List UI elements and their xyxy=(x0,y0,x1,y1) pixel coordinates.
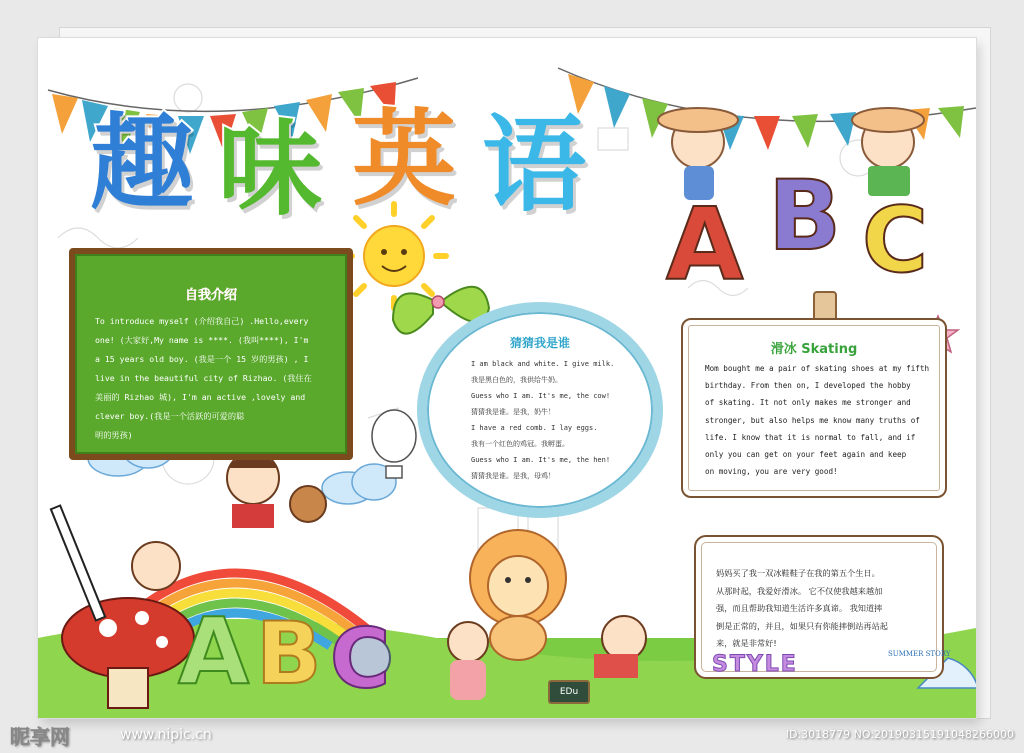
watermark-id: ID:3018779 NO:20190315191048266000 xyxy=(785,728,1014,741)
self-intro-title: 自我介绍 xyxy=(184,288,237,303)
guess-line: 我是黑白色的，我供给牛奶。 xyxy=(471,376,562,384)
poster-title xyxy=(90,100,620,230)
self-intro-line: 明的男孩) xyxy=(95,430,133,440)
title-char-4: 语 xyxy=(482,104,587,226)
skating-card xyxy=(681,318,947,498)
self-intro-line: 美丽的 Rizhao 城), I'm an active ,lovely and xyxy=(95,392,306,402)
guess-who-text xyxy=(471,356,631,484)
skating-title: 滑冰 Skating xyxy=(770,342,858,357)
guess-line: 猜猜我是谁。是我，母鸡！ xyxy=(471,472,555,480)
guess-line: I have a red comb. I lay eggs. xyxy=(471,424,598,432)
guess-who-title: 猜猜我是谁 xyxy=(509,336,570,350)
letter-c-bottom: C xyxy=(330,612,391,707)
letter-a-top: A xyxy=(666,186,744,303)
self-intro-chalkboard xyxy=(69,248,353,460)
skating-cn-line: 强，而且帮助我知道生活许多真谛。 我知道摔 xyxy=(716,603,883,613)
skating-line: only you can get on your feet again and keep xyxy=(705,450,907,460)
guess-line: 猜猜我是谁。是我，奶牛！ xyxy=(471,408,555,416)
skating-cn-line: 来，就是非常好! xyxy=(716,638,777,648)
skating-line: on moving, you are very good! xyxy=(705,467,838,477)
title-char-3: 英 xyxy=(352,98,457,220)
style-word-decoration: STYLE xyxy=(712,652,798,677)
self-intro-line: live in the beautiful city of Rizhao. (我住在 xyxy=(95,373,312,383)
letter-b-top: B xyxy=(768,160,842,272)
title-char-1: 趣 xyxy=(90,102,195,224)
guess-line: 我有一个红色的鸡冠。我孵蛋。 xyxy=(471,440,569,448)
guess-line: I am black and white. I give milk. xyxy=(471,360,615,368)
skating-cn-line: 从那时起，我爱好滑冰。 它不仅使我越来越加 xyxy=(716,585,883,596)
skating-chinese-text xyxy=(716,565,926,653)
skating-line: life. I know that it is normal to fall, and if xyxy=(705,432,916,442)
letter-a-bottom: A xyxy=(178,598,250,705)
watermark-url: www.nipic.cn xyxy=(120,727,212,743)
guess-who-bubble xyxy=(417,302,663,518)
self-intro-line: To introduce myself (介绍我自己) .Hello,every xyxy=(95,316,309,326)
title-char-2: 味 xyxy=(218,108,323,230)
pencil-illustration xyxy=(51,505,105,620)
skating-line: Mom bought me a pair of skating shoes at my fifth xyxy=(705,364,930,373)
guess-line: Guess who I am. It's me, the cow! xyxy=(471,392,611,400)
skating-line: birthday. From then on, I developed the hobby xyxy=(705,381,911,391)
skating-line: stronger, but also helps me know many truths of xyxy=(705,415,920,425)
guess-line: Guess who I am. It's me, the hen! xyxy=(471,456,611,464)
self-intro-line: clever boy.(我是一个活跃的可爱的聪 xyxy=(95,411,245,421)
edu-sign: EDu xyxy=(548,680,590,704)
letter-c-top: C xyxy=(862,188,929,293)
summer-story-label: SUMMER STORY xyxy=(888,650,951,658)
self-intro-text xyxy=(95,312,333,445)
letter-b-bottom: B xyxy=(256,604,322,704)
skating-line: of skating. It not only makes me stronger and xyxy=(705,398,911,408)
skating-cn-line: 妈妈买了我一双冰鞋鞋子在我的第五个生日。 xyxy=(716,568,880,578)
skating-text xyxy=(705,360,931,480)
skating-cn-line: 倒是正常的，并且，如果只有你能摔倒站再站起 xyxy=(716,620,888,631)
watermark-brand: 昵享网 xyxy=(10,725,70,749)
self-intro-line: one! (大家好,My name is ****. (我叫****), I'm xyxy=(95,335,309,345)
self-intro-line: a 15 years old boy. (我是一个 15 岁的男孩) , I xyxy=(95,354,309,364)
